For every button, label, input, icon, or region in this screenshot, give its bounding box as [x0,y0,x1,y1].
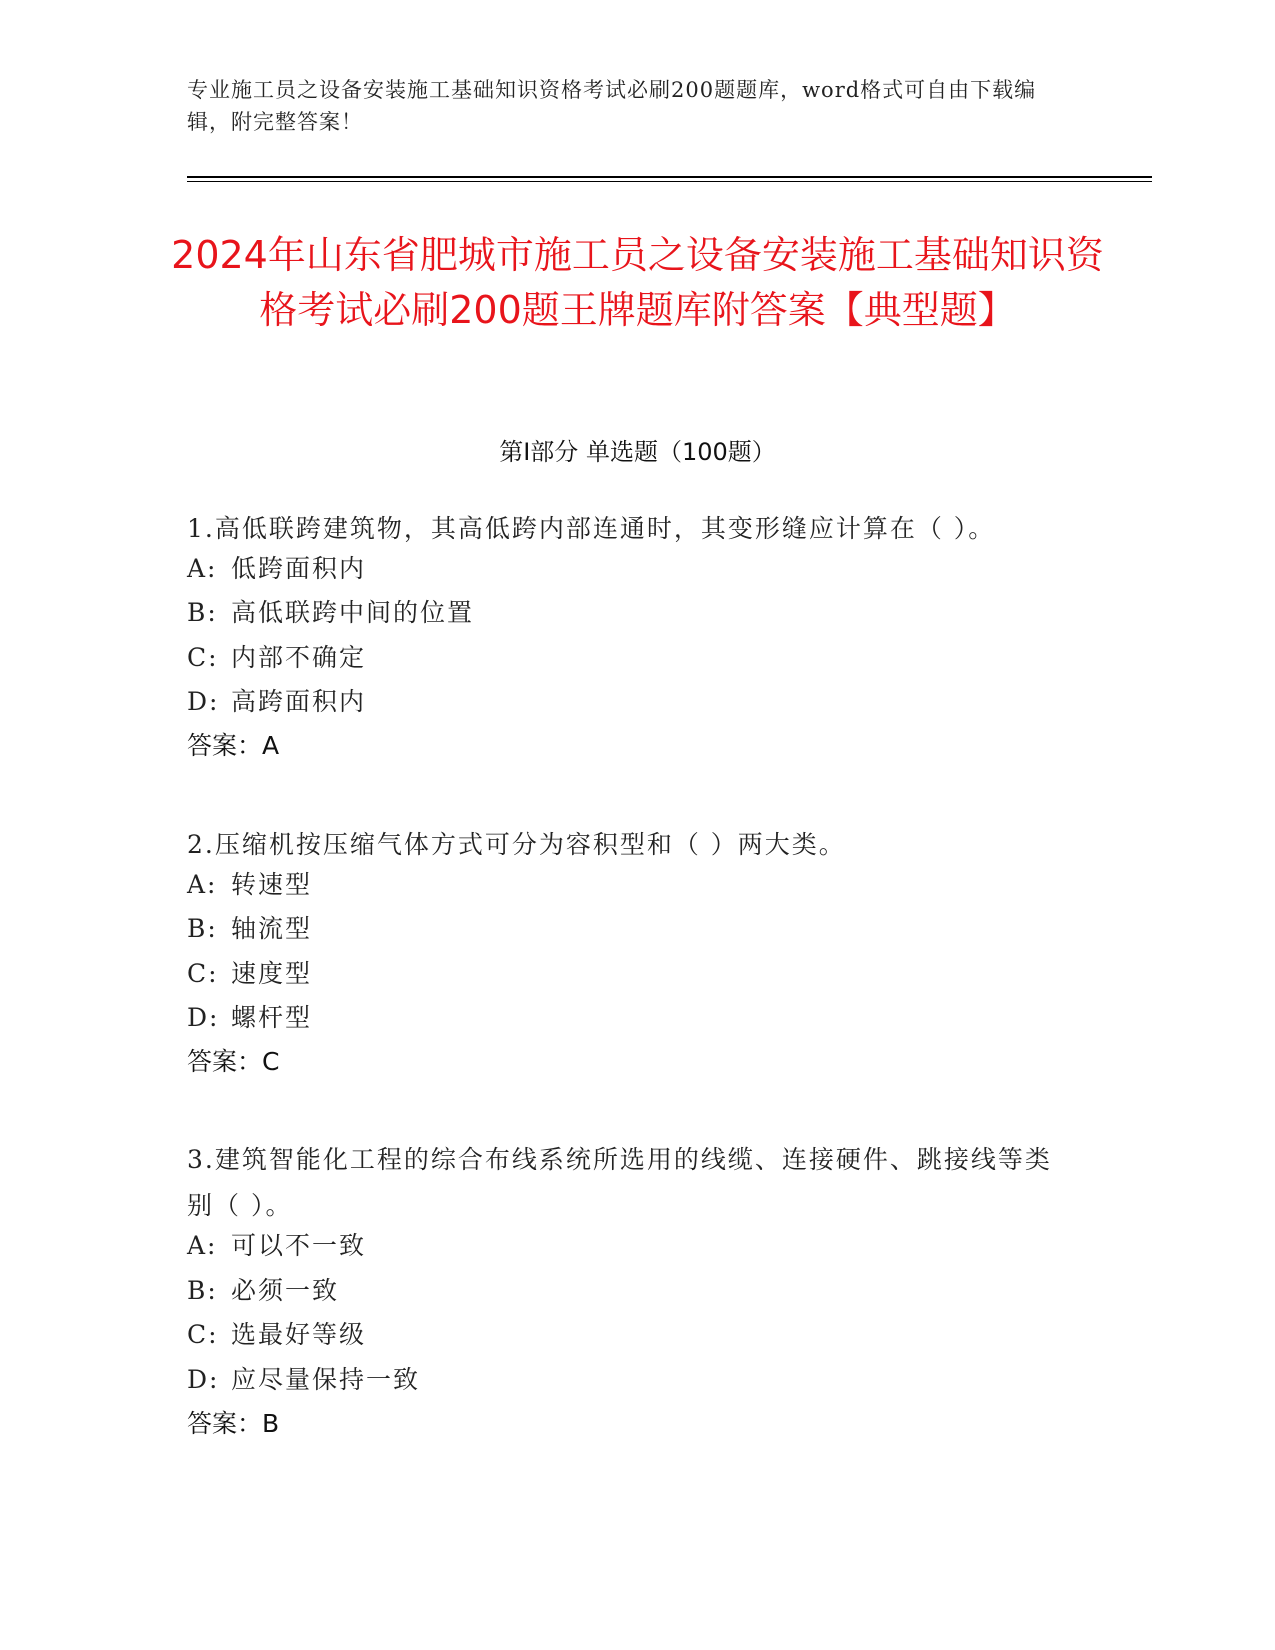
header-note: 专业施工员之设备安装施工基础知识资格考试必刷200题题库，word格式可自由下载编辑，附完整答案！ [187,78,1037,134]
option-text: 可以不一致 [231,1231,367,1260]
option-b [187,1273,1067,1309]
option-b [187,911,1067,947]
document-title: 2024年山东省肥城市施工员之设备安装施工基础知识资格考试必刷200题王牌题库附答案【典型题】 [171,233,1104,332]
option-letter: B: [187,598,218,627]
option-c [187,956,1067,992]
option-text: 速度型 [231,959,313,988]
option-d [187,1000,1067,1036]
option-d [187,1362,1067,1398]
option-text: 轴流型 [231,914,313,943]
answer-line: 答案：C [187,1047,280,1076]
option-text: 应尽量保持一致 [231,1365,421,1394]
option-b [187,595,1067,631]
question-stem: 1.高低联跨建筑物，其高低跨内部连通时，其变形缝应计算在（ ）。 [187,514,996,543]
option-letter: A: [187,1231,218,1260]
option-a [187,867,1067,903]
option-text: 高低联跨中间的位置 [231,598,475,627]
option-letter: A: [187,870,218,899]
header-rule-thick [187,176,1152,178]
option-a [187,1228,1067,1264]
option-c [187,640,1067,676]
answer-line: 答案：B [187,1409,280,1438]
option-letter: A: [187,554,218,583]
option-text: 内部不确定 [231,643,367,672]
option-letter: B: [187,914,218,943]
question-stem: 3.建筑智能化工程的综合布线系统所选用的线缆、连接硬件、跳接线等类别（ ）。 [187,1145,1052,1220]
option-letter: D: [187,1003,220,1032]
option-letter: C: [187,1320,219,1349]
option-text: 低跨面积内 [231,554,367,583]
option-letter: D: [187,687,220,716]
option-text: 必须一致 [231,1276,340,1305]
option-text: 转速型 [231,870,313,899]
option-text: 选最好等级 [231,1320,367,1349]
option-text: 高跨面积内 [231,687,367,716]
option-d [187,684,1067,720]
option-letter: B: [187,1276,218,1305]
option-a [187,551,1067,587]
option-text: 螺杆型 [231,1003,313,1032]
option-letter: D: [187,1365,220,1394]
option-letter: C: [187,643,219,672]
question-stem: 2.压缩机按压缩气体方式可分为容积型和（ ）两大类。 [187,830,846,859]
section-title: 第Ⅰ部分 单选题（100题） [499,438,776,466]
option-letter: C: [187,959,219,988]
answer-line: 答案：A [187,731,280,760]
header-rule-thin [187,181,1152,182]
option-c [187,1317,1067,1353]
